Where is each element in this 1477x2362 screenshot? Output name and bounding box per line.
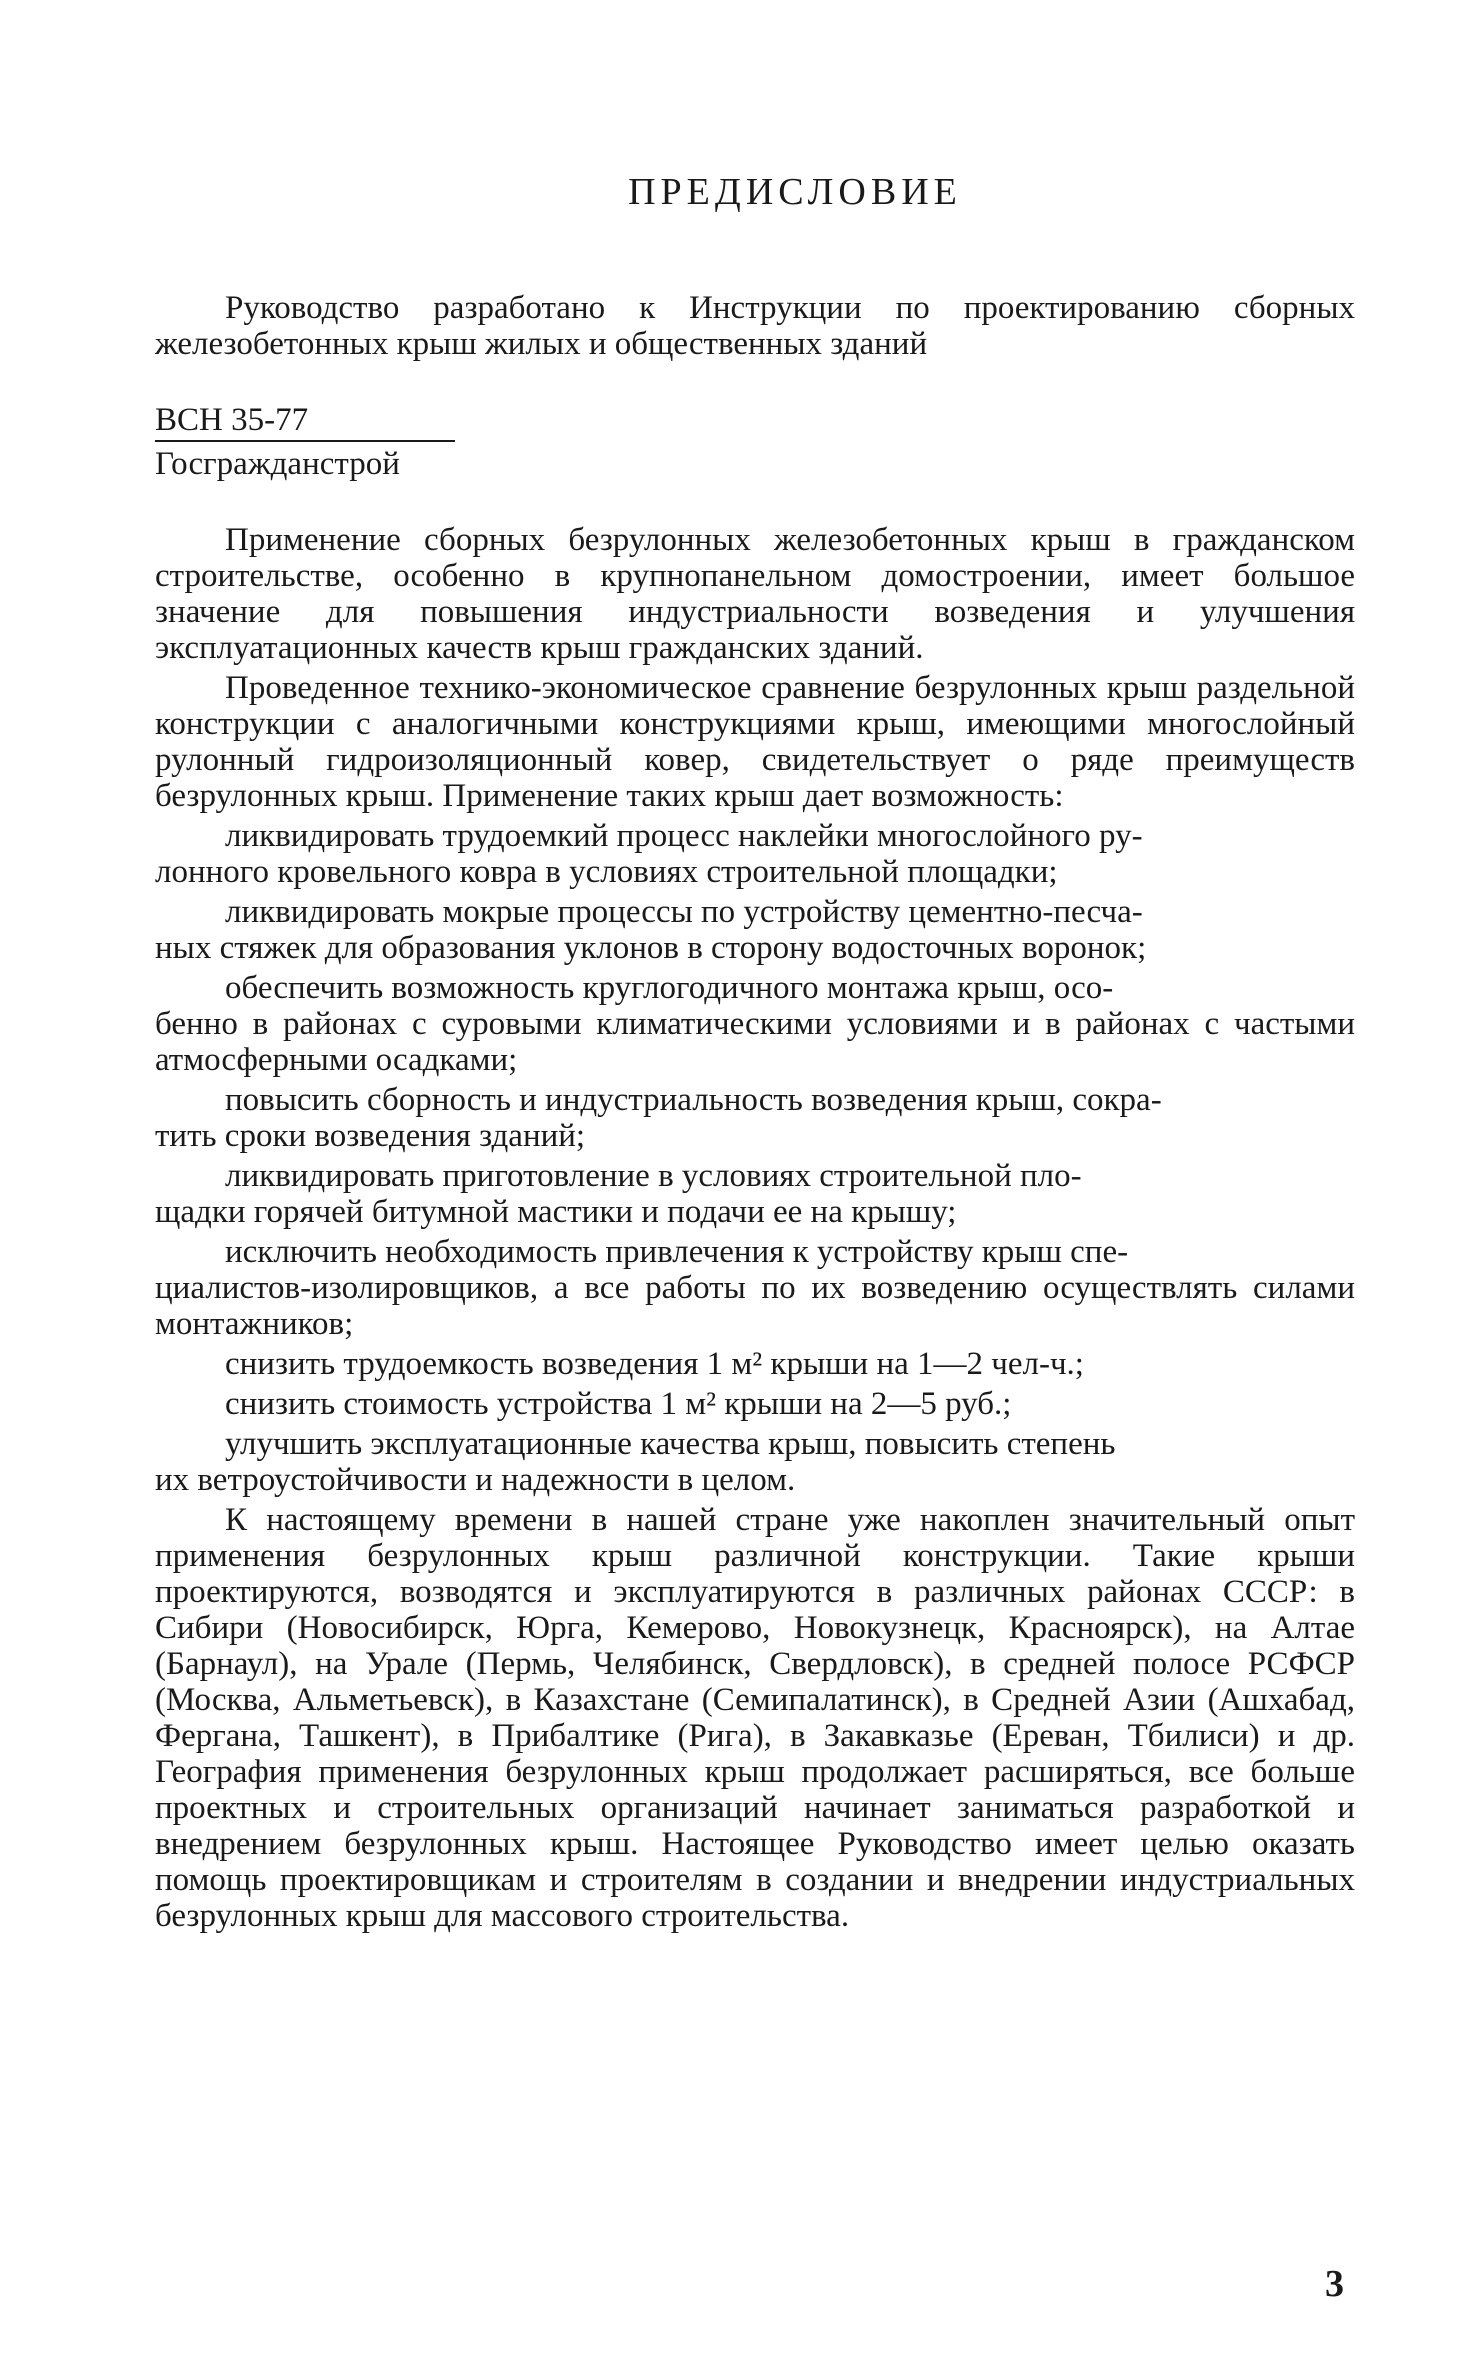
normative-reference bbox=[155, 402, 455, 482]
list-item: ликвидировать приготовление в условиях строительной пло- щадки горячей битумной мастики и подачи ее на крышу; bbox=[155, 1158, 1082, 1230]
list-item: снизить трудоемкость возведения 1 м² крыши на 1—2 чел-ч.; bbox=[225, 1346, 1084, 1382]
advantages-list bbox=[155, 818, 1355, 1498]
list-item: снизить стоимость устройства 1 м² крыши на 2—5 руб.; bbox=[225, 1386, 1012, 1422]
list-item: повысить сборность и индустриальность возведения крыш, сокра- тить сроки возведения зданий; bbox=[155, 1082, 1162, 1154]
reference-organization: Госгражданстрой bbox=[155, 446, 400, 482]
reference-code: ВСН 35-77 bbox=[155, 402, 455, 442]
list-item: исключить необходимость привлечения к устройству крыш спе- циалистов-изолировщиков, а все работы по их возведению осуществлять силами монтажников; bbox=[155, 1234, 1355, 1342]
list-item: обеспечить возможность круглогодичного монтажа крыш, осо- бенно в районах с суровыми климатическими условиями и в районах с частыми атмосферными осадками; bbox=[155, 970, 1355, 1078]
page-heading: ПРЕДИСЛОВИЕ bbox=[628, 171, 962, 213]
page-number: 3 bbox=[1325, 2263, 1344, 2305]
document-page bbox=[155, 170, 1355, 1934]
intro-paragraph: Руководство разработано к Инструкции по проектированию сборных железобетонных крыш жилых и общественных зданий bbox=[155, 290, 1355, 362]
paragraph-importance: Применение сборных безрулонных железобетонных крыш в гражданском строительстве, особенно в крупнопанельном домостроении, имеет большое значение для повышения индустриальности возведения и улучшения эксплуатационных качеств крыш гражданских зданий. bbox=[155, 522, 1355, 666]
list-item: ликвидировать мокрые процессы по устройству цементно-песча- ных стяжек для образования уклонов в сторону водосточных воронок; bbox=[155, 894, 1147, 966]
list-item: ликвидировать трудоемкий процесс наклейки многослойного ру- лонного кровельного ковра в условиях строительной площадки; bbox=[155, 818, 1143, 890]
paragraph-comparison: Проведенное технико-экономическое сравнение безрулонных крыш раздельной конструкции с аналогичными конструкциями крыш, имеющими многослойный рулонный гидроизоляционный ковер, свидетельствует о ряде преимуществ безрулонных крыш. Применение таких крыш дает возможность: bbox=[155, 670, 1355, 814]
list-item: улучшить эксплуатационные качества крыш, повысить степень их ветроустойчивости и надежности в целом. bbox=[155, 1426, 1116, 1498]
paragraph-experience: К настоящему времени в нашей стране уже накоплен значительный опыт применения безрулонных крыш различной конструкции. Такие крыши проектируются, возводятся и эксплуатируются в различных районах СССР: в Сибири (Новосибирск, Юрга, Кемерово, Новокузнецк, Красноярск), на Алтае (Барнаул), на Урале (Пермь, Челябинск, Свердловск), в средней полосе РСФСР (Москва, Альметьевск), в Казахстане (Семипалатинск), в Средней Азии (Ашхабад, Фергана, Ташкент), в Прибалтике (Рига), в Закавказье (Ереван, Тбилиси) и др. География применения безрулонных крыш продолжает расширяться, все больше проектных и строительных организаций начинает заниматься разработкой и внедрением безрулонных крыш. Настоящее Руководство имеет целью оказать помощь проектировщикам и строителям в создании и внедрении индустриальных безрулонных крыш для массового строительства. bbox=[155, 1502, 1355, 1934]
